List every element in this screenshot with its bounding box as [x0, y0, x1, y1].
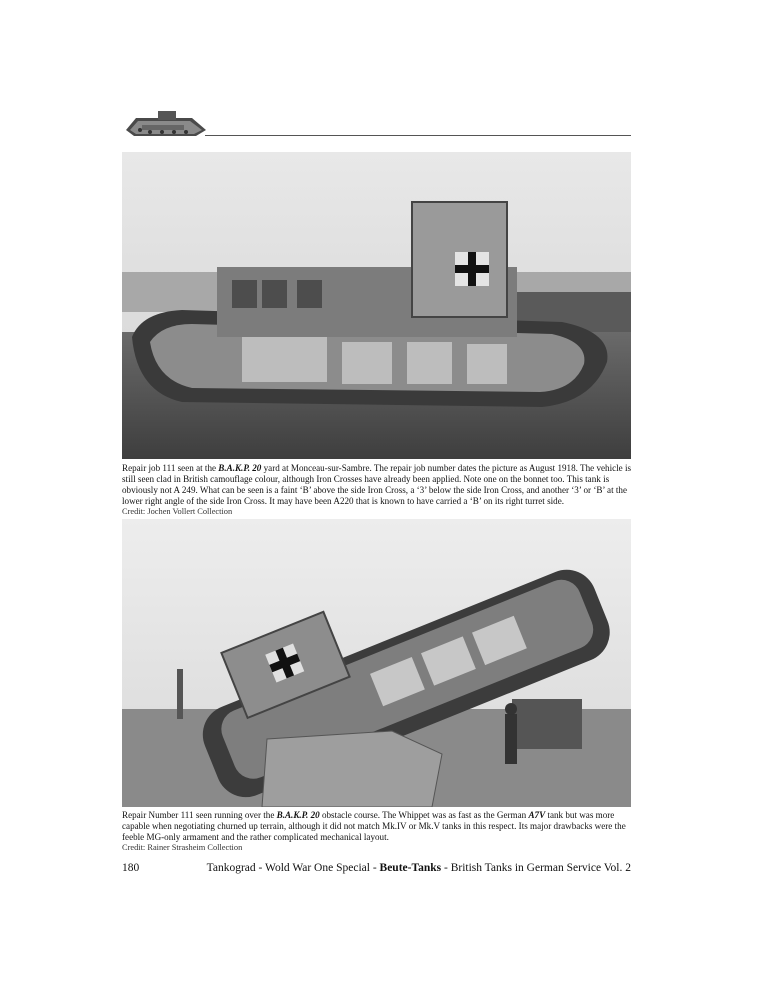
- running-footer: Tankograd - Wold War One Special - Beute-Tanks - British Tanks in German Service Vol. 2: [206, 862, 631, 874]
- photo-credit: Credit: Jochen Vollert Collection: [122, 507, 233, 516]
- tank-silhouette-icon: [122, 108, 208, 138]
- caption-text: Repair job 111 seen at the B.A.K.P. 20 yard at Monceau-sur-Sambre. The repair job number dates the picture as August 1918. The vehicle is still seen clad in British camouflage colour, although Iron Crosses have already been applied. Note one on the bonnet too. This tank is obviously not A 249. What can be seen is a faint ‘B’ above the side Iron Cross, a ‘3’ below the side Iron Cross, and another ‘3’ or ‘B’ at the lower right angle of the side Iron Cross. It may have been A220 that is known to have carried a ‘B’ on its right turret side.: [122, 463, 632, 506]
- photo-whippet-side: [122, 152, 631, 459]
- photo-credit: Credit: Rainer Strasheim Collection: [122, 843, 243, 852]
- caption-text: Repair Number 111 seen running over the B.A.K.P. 20 obstacle course. The Whippet was as fast as the German A7V tank but was more capable when negotiating churned up terrain, although it did not match Mk.IV or Mk.V tanks in this respect. Its major drawbacks were the feeble MG-only armament and the rather complicated mechanical layout.: [122, 810, 626, 842]
- header-rule: [205, 135, 631, 136]
- photo-2-caption: [122, 810, 634, 853]
- photo-1-caption: [122, 463, 634, 517]
- photo-whippet-obstacle: [122, 519, 631, 807]
- page-number: 180: [122, 862, 140, 874]
